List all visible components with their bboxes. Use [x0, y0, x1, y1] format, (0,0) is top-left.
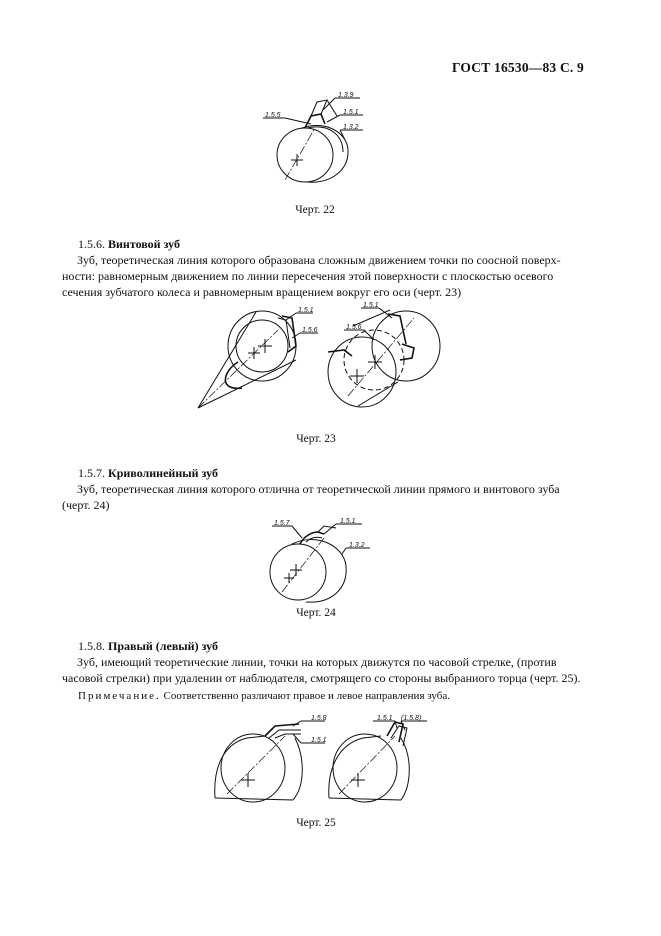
fig24-label-3: 1.3.2	[349, 542, 365, 549]
section-1-5-6-text	[62, 252, 584, 300]
fig22-label-2: 1.3.9	[338, 92, 354, 99]
figure-22	[255, 88, 365, 188]
figure-25	[205, 708, 445, 808]
para-line: часовой стрелки) при удалении от наблюдателя, смотрящего со стороны выбраниого торца (черт. 25).	[62, 671, 581, 685]
figure-24	[262, 514, 374, 608]
section-1-5-8-text	[62, 654, 584, 686]
fig24-label-1: 1.5.7	[274, 520, 290, 527]
para-line: сечения зубчатого колеса и равномерным вращением вокруг его оси (черт. 23)	[62, 285, 462, 299]
fig24-label-2: 1.5.1	[340, 518, 356, 525]
section-1-5-8-title	[78, 639, 218, 654]
section-1-5-7-title	[78, 466, 218, 481]
fig22-label-4: 1.3.2	[343, 124, 359, 131]
note-text: Соответственно различают правое и левое направления зуба.	[163, 690, 450, 702]
fig25-caption: Черт. 25	[296, 817, 336, 829]
note-label: Примечание.	[78, 690, 161, 702]
section-1-5-7-text	[62, 481, 584, 513]
fig25-right-label-1: 1.5.1	[377, 715, 393, 722]
fig22-disk	[277, 128, 333, 182]
fig22-label-1: 1.5.5	[265, 112, 281, 119]
section-1-5-6-title	[78, 237, 180, 252]
fig25-left-label-1: 1.5.8	[311, 715, 327, 722]
para-line: (черт. 24)	[62, 498, 110, 512]
para-line: ности: равномерным движением по линии пересечения этой поверхности с плоскостью осевого	[62, 269, 554, 283]
fig23-right-label-1: 1.5.1	[363, 302, 379, 309]
page-header: ГОСТ 16530—83 С. 9	[451, 60, 584, 75]
section-number: 1.5.6.	[78, 237, 105, 251]
section-number: 1.5.7.	[78, 466, 105, 480]
fig23-left-label-1: 1.5.1	[298, 307, 314, 314]
note	[78, 690, 450, 702]
fig24-caption: Черт. 24	[296, 607, 336, 619]
fig23-right-label-2: 1.5.6	[346, 324, 362, 331]
figure-23	[178, 296, 468, 420]
fig23-left-label-2: 1.5.6	[302, 327, 318, 334]
para-line: Зуб, имеющий теоретические линии, точки на которых движутся по часовой стрелке, (против	[77, 655, 557, 669]
fig25-right-label-2: (1.5.8)	[401, 715, 422, 722]
fig22-caption: Черт. 22	[295, 204, 335, 216]
fig22-label-3: 1.5.1	[343, 109, 359, 116]
section-name: Правый (левый) зуб	[108, 639, 218, 653]
section-number: 1.5.8.	[78, 639, 105, 653]
section-name: Винтовой зуб	[108, 237, 180, 251]
fig25-left-label-2: 1.5.1	[311, 737, 327, 744]
para-line: Зуб, теоретическая линия которого образована сложным движением точки по соосной поверх-	[77, 253, 561, 267]
section-name: Криволинейный зуб	[108, 466, 218, 480]
para-line: Зуб, теоретическая линия которого отлична от теоретической линии прямого и винтового зуба	[77, 482, 560, 496]
fig23-caption: Черт. 23	[296, 433, 336, 445]
